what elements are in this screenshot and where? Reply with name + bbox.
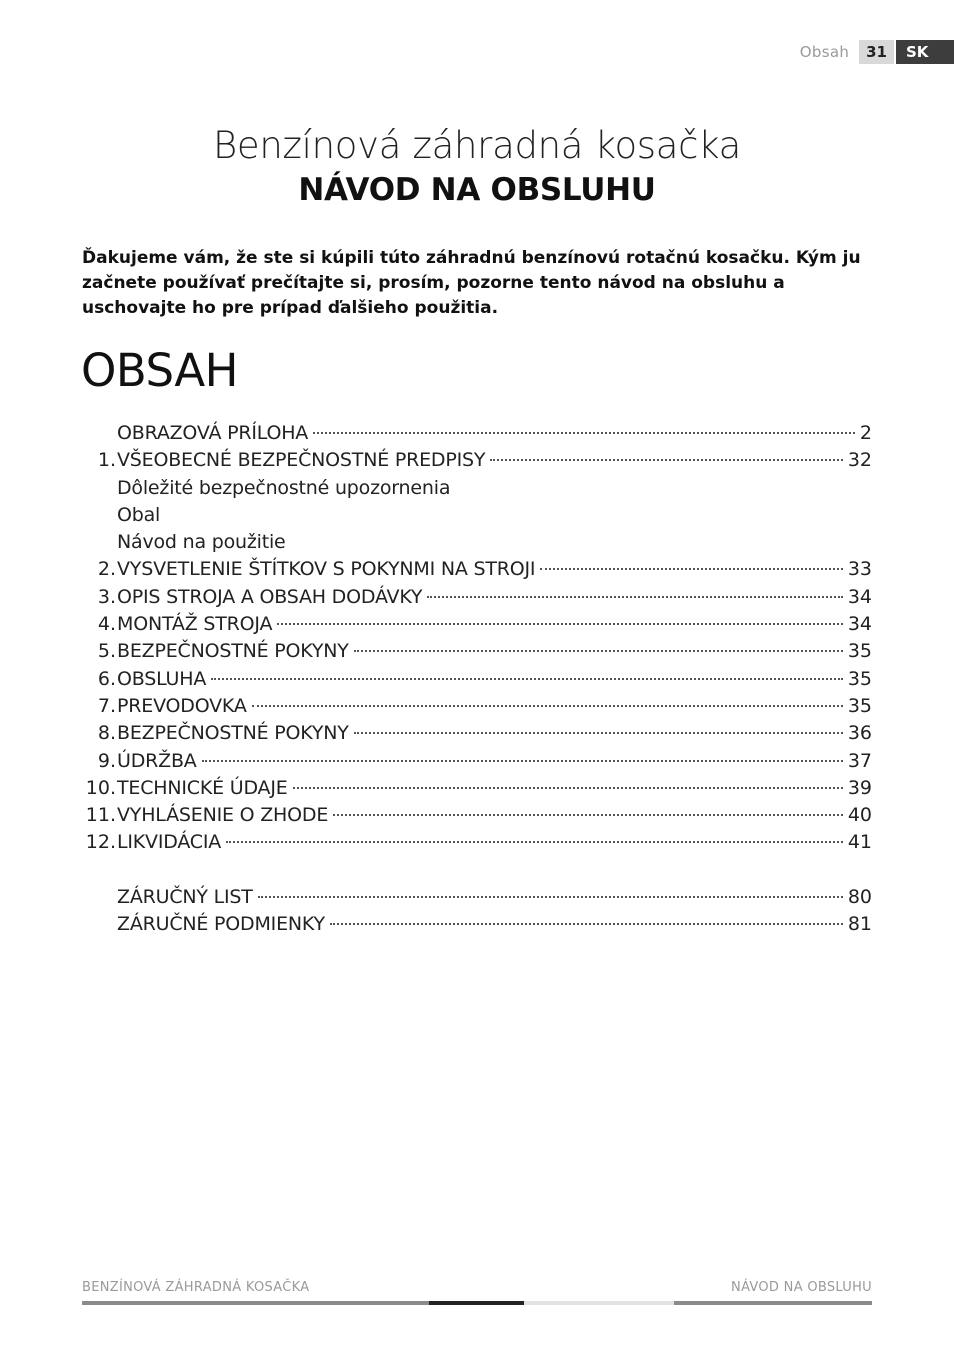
toc-entry [82,611,872,638]
toc-entry [82,584,872,611]
toc-entry-page: 34 [847,613,872,636]
toc-dot-leader [252,705,843,707]
toc-dot-leader [354,732,843,734]
footer-right-text: NÁVOD NA OBSLUHU [731,1280,872,1295]
toc-entry [82,693,872,720]
toc-entry-page: 33 [847,558,872,581]
toc-dot-leader [313,432,855,434]
toc-entry [82,447,872,474]
toc-dot-leader [354,650,843,652]
toc-entry [82,775,872,802]
toc-entry-label: Návod na použitie [117,531,286,554]
document-subtitle: NÁVOD NA OBSLUHU [298,172,656,208]
toc-entry-label: VYHLÁSENIE O ZHODE [117,804,329,827]
toc-entry [82,802,872,829]
toc-spacer [82,857,872,884]
toc-entry-page: 2 [859,422,872,444]
toc-entry-number: 12. [85,831,116,854]
toc-entry-label: ZÁRUČNÉ PODMIENKY [117,913,325,936]
toc-entry [82,502,872,529]
toc-dot-leader [333,814,843,816]
toc-entry [82,420,872,447]
intro-paragraph: Ďakujeme vám, že ste si kúpili túto záhradnú benzínovú rotačnú kosačku. Kým ju začnete používať prečítajte si, prosím, pozorne tento návod na obsluhu a uschovajte ho pre prípad ďalšieho použitia. [82,248,861,318]
toc-dot-leader [490,459,843,461]
toc-entry-label: BEZPEČNOSTNÉ POKYNY [117,640,349,663]
toc-entry-label: BEZPEČNOSTNÉ POKYNY [117,722,349,745]
toc-entry-number: 3. [97,585,116,608]
toc-entry-label: ZÁRUČNÝ LIST [117,886,253,909]
toc-entry [82,748,872,775]
toc-entry-page: 81 [847,913,872,936]
toc-entry-label: VYSVETLENIE ŠTÍTKOV S POKYNMI NA STROJI [117,558,536,581]
toc-entry [82,638,872,665]
toc-entry-page: 39 [847,776,872,799]
toc-entry [82,556,872,583]
toc-dot-leader [202,760,843,762]
footer-rule [82,1301,872,1305]
toc-entry [82,911,872,938]
toc-dot-leader [277,623,843,625]
toc-dot-leader [540,568,843,570]
language-badge: SK [896,40,954,64]
toc-entry-number: 6. [97,667,116,690]
page-number: 31 [859,40,894,64]
toc-dot-leader [211,678,843,680]
toc-entry-number: 2. [97,558,116,581]
footer-rule-segment [82,1301,429,1305]
toc-dot-leader [258,896,843,898]
toc-entry-label: ÚDRŽBA [117,749,197,772]
toc-entry [82,720,872,747]
toc-heading: OBSAH [81,344,239,397]
toc-dot-leader [427,596,842,598]
footer-left-text: BENZÍNOVÁ ZÁHRADNÁ KOSAČKA [82,1280,310,1295]
toc-entry-number: 5. [97,640,116,663]
toc-entry-page: 35 [847,694,872,717]
toc-entry-number: 8. [97,722,116,745]
toc-entry-number: 9. [97,749,116,772]
toc-entry [82,666,872,693]
toc-dot-leader [330,923,843,925]
toc-entry-page: 32 [847,449,872,472]
toc-entry-page: 37 [847,749,872,772]
section-name: Obsah [799,43,850,61]
toc-entry-page: 34 [847,585,872,608]
toc-entry-label: Dôležité bezpečnostné upozornenia [117,476,451,499]
footer-rule-segment [524,1301,674,1305]
toc-entry-number: 11. [85,804,116,827]
toc-entry-label: PREVODOVKA [117,694,247,717]
toc-entry-page: 40 [847,804,872,827]
toc-entry-number: 10. [85,776,116,799]
toc-entry-label: LIKVIDÁCIA [117,831,222,854]
toc-entry-number: 4. [97,613,116,636]
toc-entry-page: 80 [847,886,872,909]
toc-entry-label: OBRAZOVÁ PRÍLOHA [117,422,309,444]
footer-rule-segment [674,1301,872,1305]
toc-dot-leader [226,841,843,843]
table-of-contents [82,420,872,939]
toc-entry-label: MONTÁŽ STROJA [117,613,273,636]
toc-dot-leader [293,787,843,789]
toc-entry [82,829,872,856]
document-title: Benzínová záhradná kosačka [212,124,742,167]
toc-entry-page: 36 [847,722,872,745]
toc-entry-label: VŠEOBECNÉ BEZPEČNOSTNÉ PREDPISY [117,449,486,472]
footer-rule-segment [429,1301,524,1305]
toc-entry-page: 35 [847,640,872,663]
page-header [800,40,954,64]
toc-entry [82,884,872,911]
toc-entry-label: OBSLUHA [117,667,207,690]
toc-entry-label: OPIS STROJA A OBSAH DODÁVKY [117,585,423,608]
toc-entry-number: 1. [97,449,116,472]
toc-entry-label: TECHNICKÉ ÚDAJE [117,776,288,799]
toc-entry [82,529,872,556]
toc-entry [82,475,872,502]
toc-entry-number: 7. [97,694,116,717]
toc-entry-label: Obal [117,503,161,526]
toc-entry-page: 41 [847,831,872,854]
toc-entry-page: 35 [847,667,872,690]
